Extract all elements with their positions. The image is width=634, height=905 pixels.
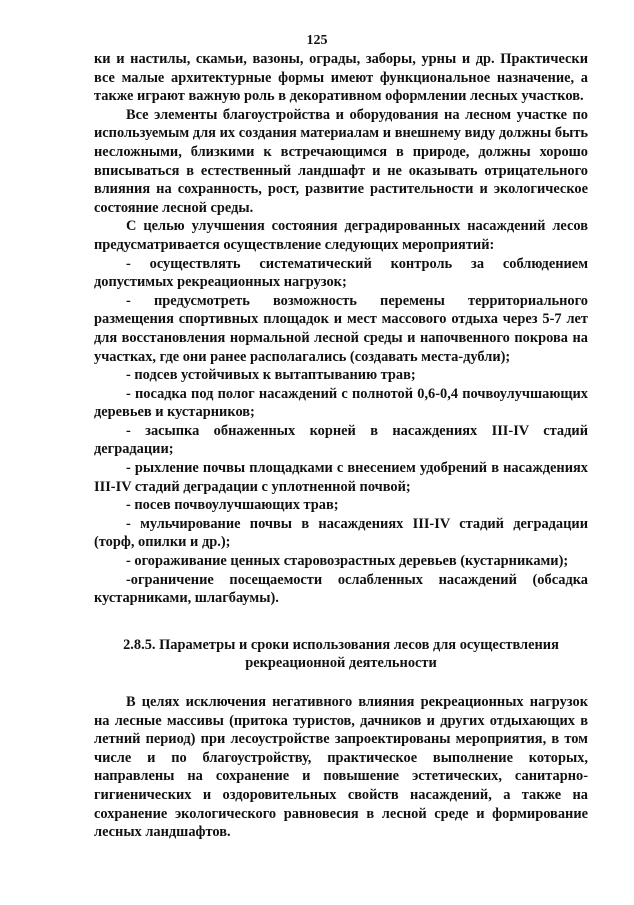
list-item: - осуществлять систематический контроль за соблюдением допустимых рекреационных нагрузок;	[94, 255, 588, 291]
list-item: - огораживание ценных старовозрастных деревьев (кустарниками);	[126, 553, 569, 570]
measures-list	[94, 255, 588, 608]
paragraph-recreation-measures: В целях исключения негативного влияния рекреационных нагрузок на лесные массивы (притока туристов, дачников и других отдыхающих в летний период) при лесоустройстве запроектированы мероприятия, в том числе и по благоустройству, практическое выполнение которых, направлены на сохранение и повышение эстетических, санитарно-гигиенических и оздоровительных свойств насаждений, а также на сохранение экологического равновесия в лесной среде и формирование лесных ландшафтов.	[94, 694, 588, 841]
list-item: - посадка под полог насаждений с полнотой 0,6-0,4 почвоулучшающих деревьев и кустарников;	[94, 385, 588, 421]
list-item: - рыхление почвы площадками с внесением удобрений в насаждениях III-IV стадий деградации с уплотненной почвой;	[94, 460, 588, 495]
section-heading-line: 2.8.5. Параметры и сроки использования лесов для осуществления	[123, 636, 559, 653]
list-item: - подсев устойчивых к вытаптыванию трав;	[126, 367, 416, 384]
list-item: -ограничение посещаемости ослабленных насаждений (обсадка кустарниками, шлагбаумы).	[94, 571, 588, 607]
section-heading-line: рекреационной деятельности	[245, 655, 437, 672]
paragraph-continuation: ки и настилы, скамьи, вазоны, ограды, заборы, урны и др. Практически все малые архитектурные формы имеют функциональное назначение, а также играют важную роль в декоративном оформлении лесных участков.	[94, 51, 588, 105]
paragraph-measures-intro: С целью улучшения состояния деградированных насаждений лесов предусматривается осуществление следующих мероприятий:	[94, 218, 588, 253]
list-item: - посев почвоулучшающих трав;	[126, 497, 339, 514]
list-item: - засыпка обнаженных корней в насаждениях III-IV стадий деградации;	[94, 422, 588, 458]
page-number: 125	[306, 33, 328, 48]
section-heading	[94, 636, 588, 673]
list-item: - мульчирование почвы в насаждениях III-IV стадий деградации (торф, опилки и др.);	[94, 515, 588, 551]
paragraph-elements-requirements: Все элементы благоустройства и оборудования на лесном участке по используемым для их создания материалам и внешнему виду должны быть несложными, близкими к встречающимся в природе, должны хорошо вписываться в естественный ландшафт и не оказывать отрицательного влияния на сохранность, рост, развитие растительности и экологическое состояние лесной среды.	[94, 106, 588, 216]
list-item: - предусмотреть возможность перемены территориального размещения спортивных площадок и мест массового отдыха через 5-7 лет для восстановления нормальной лесной среды и напочвенного покрова на участках, где они ранее располагались (создавать места-дубли);	[94, 292, 588, 365]
page-content	[94, 50, 588, 842]
spacer	[94, 673, 588, 693]
